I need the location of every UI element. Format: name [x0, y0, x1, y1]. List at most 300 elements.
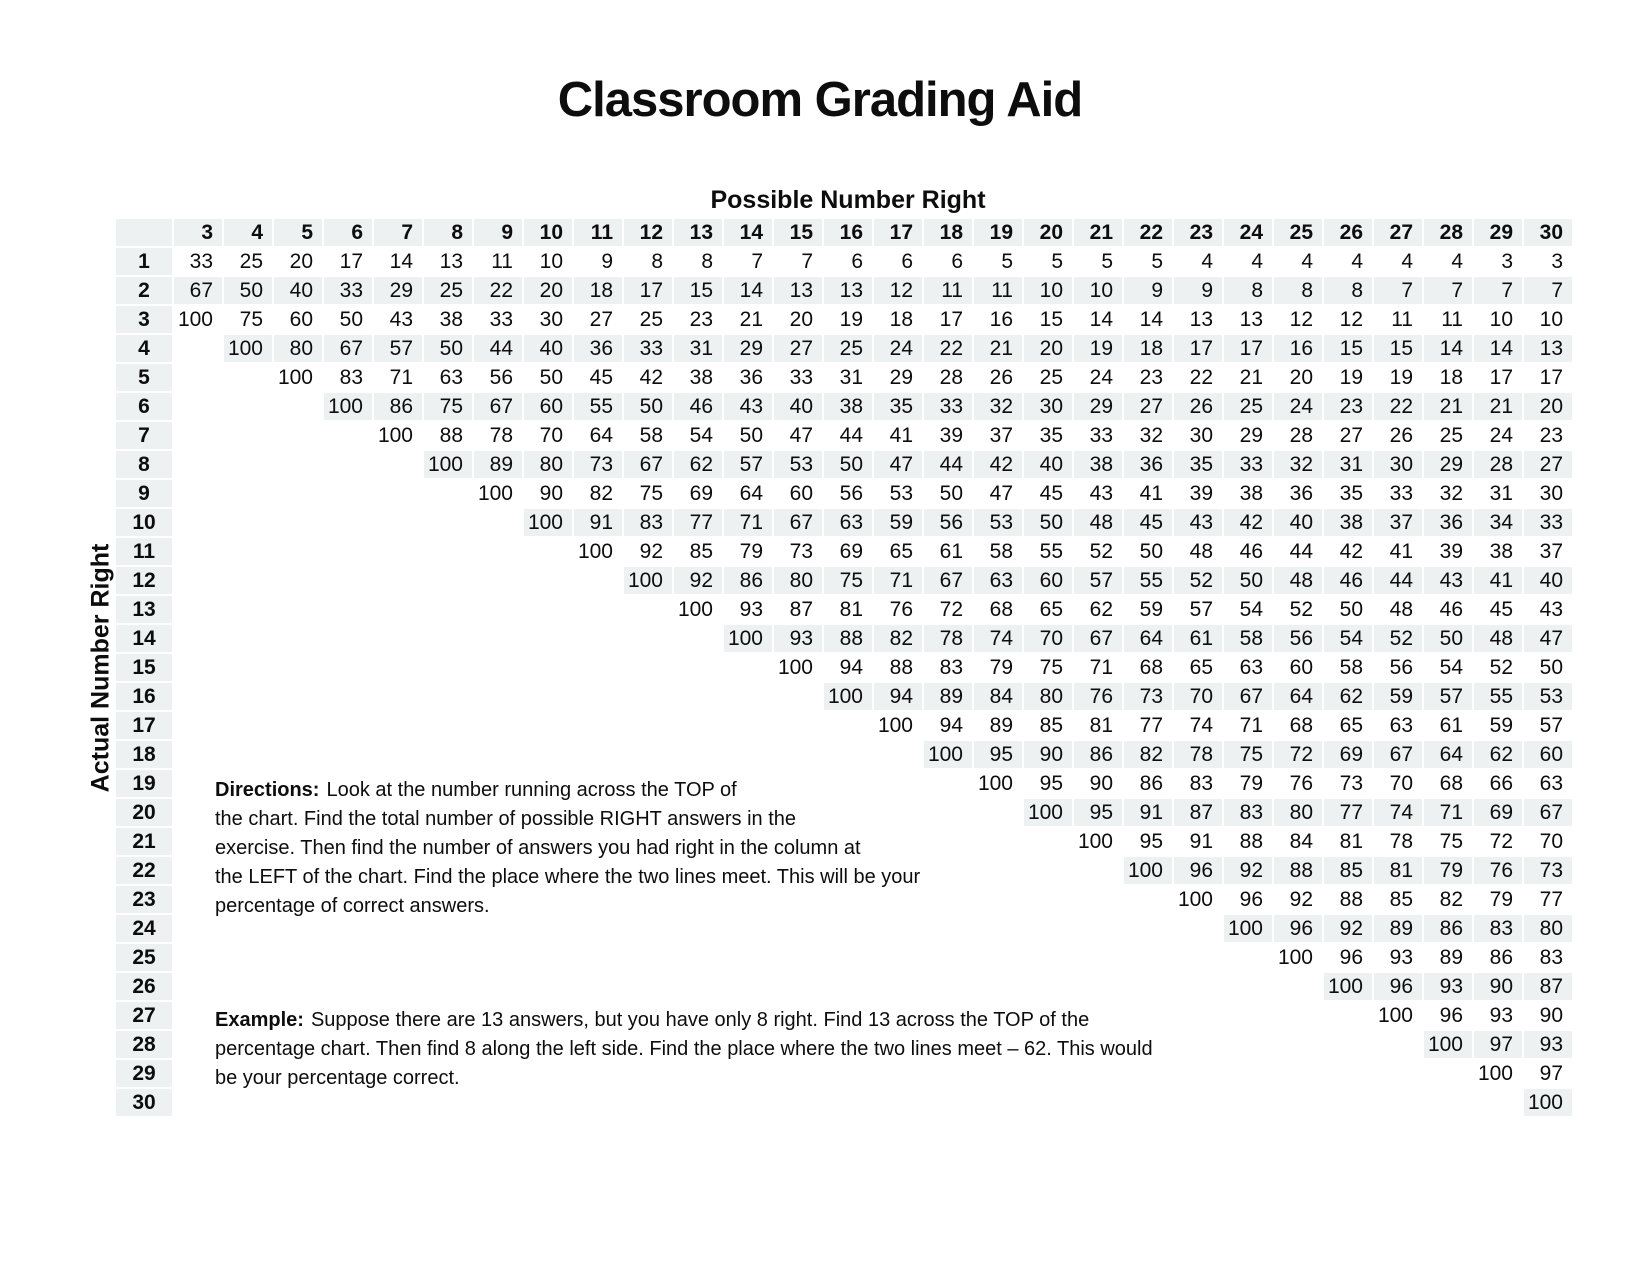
empty-cell [674, 1089, 722, 1116]
grade-cell: 71 [874, 567, 922, 594]
grade-cell: 82 [1439, 888, 1463, 911]
grade-cell: 7 [801, 250, 813, 273]
empty-cell [824, 944, 872, 971]
empty-cell [174, 1089, 222, 1116]
empty-cell [424, 944, 472, 971]
table-row [116, 654, 1572, 681]
empty-cell [224, 567, 272, 594]
empty-cell [924, 857, 972, 884]
grade-cell: 23 [689, 308, 713, 331]
grade-cell: 23 [1539, 424, 1563, 447]
grade-cell: 86 [374, 393, 422, 420]
grade-cell: 64 [739, 482, 763, 505]
table-row [116, 393, 1572, 420]
grade-cell: 53 [889, 482, 913, 505]
grade-cell: 67 [324, 335, 372, 362]
grade-cell: 21 [1424, 393, 1472, 420]
table-row [116, 712, 1572, 739]
grade-cell: 44 [1374, 567, 1422, 594]
grade-cell: 46 [1439, 598, 1463, 621]
empty-cell [1274, 1060, 1322, 1087]
grade-cell: 100 [324, 393, 372, 420]
grade-cell: 86 [1489, 946, 1513, 969]
grade-cell: 90 [1474, 973, 1522, 1000]
grade-cell: 47 [989, 482, 1013, 505]
grade-cell: 85 [689, 540, 713, 563]
empty-cell [374, 596, 422, 623]
empty-cell [524, 741, 572, 768]
grade-cell: 24 [1489, 424, 1513, 447]
grade-cell: 55 [1474, 683, 1522, 710]
grade-cell: 92 [1224, 857, 1272, 884]
grade-cell: 94 [939, 714, 963, 737]
grade-cell: 59 [1374, 683, 1422, 710]
grade-cell: 4 [1251, 250, 1263, 273]
grade-cell: 83 [1224, 799, 1272, 826]
grade-cell: 80 [1274, 799, 1322, 826]
empty-cell [424, 683, 472, 710]
grade-cell: 46 [1324, 567, 1372, 594]
table-row [116, 364, 1572, 391]
grade-cell: 100 [1424, 1031, 1472, 1058]
grade-cell: 43 [724, 393, 772, 420]
grade-cell: 6 [901, 250, 913, 273]
grade-cell: 96 [1239, 888, 1263, 911]
table-row [116, 509, 1572, 536]
empty-cell [924, 770, 972, 797]
empty-cell [424, 509, 472, 536]
grade-cell: 48 [1274, 567, 1322, 594]
grade-cell: 90 [539, 482, 563, 505]
row-header-cell: 6 [116, 393, 172, 420]
empty-cell [374, 538, 422, 565]
grade-cell: 73 [574, 451, 622, 478]
grade-cell: 62 [674, 451, 722, 478]
empty-cell [274, 741, 322, 768]
grade-cell: 50 [824, 451, 872, 478]
grade-cell: 67 [1374, 741, 1422, 768]
grade-cell: 96 [1374, 973, 1422, 1000]
grade-cell: 19 [1389, 366, 1413, 389]
grade-cell: 65 [1189, 656, 1213, 679]
grade-cell: 7 [1524, 277, 1572, 304]
table-row [116, 596, 1572, 623]
grade-cell: 88 [439, 424, 463, 447]
row-header-cell: 25 [116, 944, 172, 971]
grade-cell: 44 [1289, 540, 1313, 563]
grade-cell: 31 [1489, 482, 1513, 505]
grade-cell: 100 [1477, 1062, 1513, 1085]
empty-cell [274, 683, 322, 710]
grade-cell: 40 [1274, 509, 1322, 536]
empty-cell [774, 973, 822, 1000]
grade-cell: 33 [1389, 482, 1413, 505]
grade-cell: 100 [1177, 888, 1213, 911]
grade-cell: 32 [1274, 451, 1322, 478]
grade-cell: 18 [889, 308, 913, 331]
grade-cell: 96 [1339, 946, 1363, 969]
grade-cell: 14 [1139, 308, 1163, 331]
grade-cell: 89 [1374, 915, 1422, 942]
grade-cell: 89 [1439, 946, 1463, 969]
row-header-cell: 30 [116, 1089, 172, 1116]
empty-cell [174, 567, 222, 594]
grade-cell: 33 [1524, 509, 1572, 536]
empty-cell [324, 654, 372, 681]
grade-cell: 44 [474, 335, 522, 362]
grade-cell: 88 [1339, 888, 1363, 911]
grade-cell: 43 [1174, 509, 1222, 536]
row-header-cell: 7 [116, 422, 172, 449]
empty-cell [224, 625, 272, 652]
grade-cell: 25 [1039, 366, 1063, 389]
grade-cell: 100 [677, 598, 713, 621]
grade-cell: 11 [974, 277, 1022, 304]
empty-cell [1024, 857, 1072, 884]
row-header-cell: 5 [116, 364, 172, 391]
row-header-cell: 10 [116, 509, 172, 536]
grade-cell: 43 [1539, 598, 1563, 621]
grade-cell: 9 [601, 250, 613, 273]
grade-cell: 76 [1289, 772, 1313, 795]
grade-cell: 55 [574, 393, 622, 420]
grade-cell: 77 [1324, 799, 1372, 826]
row-header-cell: 21 [116, 828, 172, 855]
empty-cell [824, 1089, 872, 1116]
column-header-cell: 12 [624, 219, 672, 246]
grade-cell: 35 [1039, 424, 1063, 447]
empty-cell [324, 451, 372, 478]
empty-cell [324, 480, 372, 507]
grade-cell: 83 [624, 509, 672, 536]
grade-cell: 70 [1539, 830, 1563, 853]
grade-cell: 4 [1301, 250, 1313, 273]
grade-cell: 65 [1339, 714, 1363, 737]
empty-cell [924, 915, 972, 942]
directions-line: percentage of correct answers. [215, 895, 490, 917]
grade-cell: 6 [851, 250, 863, 273]
empty-cell [374, 741, 422, 768]
empty-cell [374, 480, 422, 507]
empty-cell [424, 654, 472, 681]
empty-cell [1074, 915, 1122, 942]
grade-cell: 13 [439, 250, 463, 273]
grade-cell: 17 [1224, 335, 1272, 362]
grade-cell: 52 [1174, 567, 1222, 594]
grade-cell: 75 [1224, 741, 1272, 768]
grade-cell: 5 [1001, 250, 1013, 273]
empty-cell [374, 567, 422, 594]
empty-cell [374, 712, 422, 739]
grade-cell: 59 [1489, 714, 1513, 737]
empty-cell [174, 451, 222, 478]
grade-cell: 88 [824, 625, 872, 652]
grade-cell: 69 [1474, 799, 1522, 826]
empty-cell [574, 683, 622, 710]
column-header-cell: 14 [724, 219, 772, 246]
grade-cell: 20 [289, 250, 313, 273]
grade-cell: 30 [1024, 393, 1072, 420]
grade-cell: 70 [1024, 625, 1072, 652]
grade-cell: 67 [174, 277, 222, 304]
table-row [116, 480, 1572, 507]
empty-cell [224, 654, 272, 681]
grade-cell: 71 [1239, 714, 1263, 737]
grade-cell: 5 [1101, 250, 1113, 273]
grade-cell: 87 [1174, 799, 1222, 826]
column-header-cell: 10 [524, 219, 572, 246]
grade-cell: 82 [874, 625, 922, 652]
empty-cell [1374, 1031, 1422, 1058]
empty-cell [624, 712, 672, 739]
grade-cell: 92 [1324, 915, 1372, 942]
empty-cell [274, 509, 322, 536]
table-row [116, 248, 1572, 275]
grade-cell: 3 [1501, 250, 1513, 273]
column-header-cell: 5 [274, 219, 322, 246]
directions-line: the chart. Find the total number of possible RIGHT answers in the [215, 808, 797, 830]
grade-cell: 11 [924, 277, 972, 304]
grade-cell: 63 [1539, 772, 1563, 795]
empty-cell [474, 538, 522, 565]
empty-cell [974, 857, 1022, 884]
grade-cell: 79 [739, 540, 763, 563]
grade-cell: 100 [877, 714, 913, 737]
empty-cell [424, 741, 472, 768]
column-header-cell: 16 [824, 219, 872, 246]
grade-cell: 29 [1074, 393, 1122, 420]
column-header-cell: 23 [1174, 219, 1222, 246]
grade-cell: 7 [1474, 277, 1522, 304]
grade-cell: 73 [1124, 683, 1172, 710]
grade-cell: 89 [989, 714, 1013, 737]
grade-cell: 38 [1324, 509, 1372, 536]
empty-cell [474, 596, 522, 623]
grade-cell: 100 [1377, 1004, 1413, 1027]
empty-cell [474, 944, 522, 971]
grade-cell: 77 [1139, 714, 1163, 737]
table-row [116, 538, 1572, 565]
empty-cell [274, 451, 322, 478]
grade-cell: 22 [1374, 393, 1422, 420]
grade-cell: 87 [1524, 973, 1572, 1000]
grade-cell: 14 [1474, 335, 1522, 362]
empty-cell [624, 1089, 672, 1116]
grade-cell: 100 [477, 482, 513, 505]
grade-cell: 88 [1239, 830, 1263, 853]
empty-cell [224, 364, 272, 391]
empty-cell [174, 683, 222, 710]
grade-cell: 94 [874, 683, 922, 710]
empty-cell [374, 944, 422, 971]
grade-cell: 28 [1289, 424, 1313, 447]
example-line: be your percentage correct. [215, 1067, 460, 1089]
grade-cell: 44 [839, 424, 863, 447]
page-title: Classroom Grading Aid [557, 73, 1083, 127]
grade-cell: 5 [1051, 250, 1063, 273]
empty-cell [1174, 944, 1222, 971]
grade-cell: 38 [1239, 482, 1263, 505]
grade-cell: 33 [624, 335, 672, 362]
column-header-cell: 3 [174, 219, 222, 246]
grade-cell: 9 [1174, 277, 1222, 304]
grade-cell: 68 [1439, 772, 1463, 795]
empty-cell [874, 741, 922, 768]
grade-cell: 93 [1489, 1004, 1513, 1027]
grade-cell: 9 [1124, 277, 1172, 304]
grade-cell: 95 [1039, 772, 1063, 795]
empty-cell [1174, 1002, 1222, 1029]
empty-cell [424, 712, 472, 739]
column-header-cell: 30 [1524, 219, 1572, 246]
empty-cell [1424, 1060, 1472, 1087]
grade-cell: 24 [1089, 366, 1113, 389]
grade-cell: 57 [1189, 598, 1213, 621]
column-axis-title: Possible Number Right [710, 186, 986, 214]
grade-cell: 13 [774, 277, 822, 304]
empty-cell [274, 1089, 322, 1116]
empty-cell [1174, 1031, 1222, 1058]
grade-cell: 58 [1339, 656, 1363, 679]
empty-cell [1174, 1060, 1222, 1087]
empty-cell [724, 973, 772, 1000]
empty-cell [374, 509, 422, 536]
row-header-cell: 4 [116, 335, 172, 362]
empty-cell [974, 828, 1022, 855]
grade-cell: 57 [1074, 567, 1122, 594]
empty-cell [1374, 1089, 1422, 1116]
grade-cell: 3 [1551, 250, 1563, 273]
empty-cell [924, 973, 972, 1000]
grade-cell: 25 [1224, 393, 1272, 420]
empty-cell [1074, 886, 1122, 913]
grade-cell: 8 [651, 250, 663, 273]
grade-cell: 84 [1289, 830, 1313, 853]
empty-cell [674, 654, 722, 681]
empty-cell [1274, 1089, 1322, 1116]
empty-cell [424, 567, 472, 594]
grade-cell: 18 [1124, 335, 1172, 362]
directions-line-text: Look at the number running across the TOP of [326, 779, 737, 801]
table-row [116, 741, 1572, 768]
empty-cell [1174, 973, 1222, 1000]
grade-cell: 81 [839, 598, 863, 621]
grade-cell: 36 [574, 335, 622, 362]
grade-cell: 14 [724, 277, 772, 304]
table-row [116, 277, 1572, 304]
grade-cell: 36 [739, 366, 763, 389]
grade-cell: 17 [339, 250, 363, 273]
empty-cell [1024, 1089, 1072, 1116]
row-header-cell: 11 [116, 538, 172, 565]
grade-cell: 45 [1124, 509, 1172, 536]
empty-cell [1424, 1089, 1472, 1116]
grade-cell: 61 [1439, 714, 1463, 737]
grade-cell: 26 [1389, 424, 1413, 447]
empty-cell [224, 422, 272, 449]
grade-cell: 60 [289, 308, 313, 331]
empty-cell [1224, 1031, 1272, 1058]
grade-cell: 71 [1424, 799, 1472, 826]
grade-cell: 57 [1424, 683, 1472, 710]
grade-cell: 35 [1174, 451, 1222, 478]
grade-cell: 67 [774, 509, 822, 536]
grade-cell: 22 [924, 335, 972, 362]
empty-cell [924, 886, 972, 913]
grade-cell: 50 [1139, 540, 1163, 563]
grade-cell: 42 [1224, 509, 1272, 536]
empty-cell [274, 712, 322, 739]
grade-cell: 78 [1389, 830, 1413, 853]
empty-cell [474, 683, 522, 710]
row-header-cell: 3 [116, 306, 172, 333]
row-axis-title: Actual Number Right [86, 543, 115, 793]
grade-cell: 22 [474, 277, 522, 304]
grade-cell: 26 [1174, 393, 1222, 420]
empty-cell [274, 567, 322, 594]
grade-cell: 56 [839, 482, 863, 505]
column-header-cell: 20 [1024, 219, 1072, 246]
empty-cell [274, 393, 322, 420]
empty-cell [1124, 886, 1172, 913]
grade-cell: 45 [1039, 482, 1063, 505]
empty-cell [224, 393, 272, 420]
empty-cell [674, 973, 722, 1000]
empty-cell [274, 422, 322, 449]
grade-cell: 100 [377, 424, 413, 447]
grade-cell: 25 [424, 277, 472, 304]
grade-cell: 71 [724, 509, 772, 536]
grade-cell: 72 [1489, 830, 1513, 853]
grade-cell: 71 [389, 366, 413, 389]
empty-cell [224, 741, 272, 768]
empty-cell [524, 1089, 572, 1116]
empty-cell [1474, 1089, 1522, 1116]
grade-cell: 43 [1089, 482, 1113, 505]
grade-cell: 83 [1189, 772, 1213, 795]
grade-cell: 4 [1401, 250, 1413, 273]
grade-cell: 14 [389, 250, 413, 273]
empty-cell [274, 944, 322, 971]
empty-cell [574, 712, 622, 739]
grade-cell: 57 [1539, 714, 1563, 737]
table-row [116, 306, 1572, 333]
grade-cell: 38 [824, 393, 872, 420]
empty-cell [524, 567, 572, 594]
grade-cell: 20 [1024, 335, 1072, 362]
grade-cell: 50 [624, 393, 672, 420]
column-header-cell: 9 [474, 219, 522, 246]
empty-cell [1124, 915, 1172, 942]
grade-cell: 100 [977, 772, 1013, 795]
empty-cell [774, 712, 822, 739]
grade-cell: 33 [489, 308, 513, 331]
grade-cell: 48 [1389, 598, 1413, 621]
grade-cell: 70 [1389, 772, 1413, 795]
grade-cell: 54 [1324, 625, 1372, 652]
grade-cell: 82 [1124, 741, 1172, 768]
grade-cell: 94 [839, 656, 863, 679]
table-row [116, 944, 1572, 971]
empty-cell [474, 654, 522, 681]
grade-cell: 50 [539, 366, 563, 389]
empty-cell [674, 712, 722, 739]
empty-cell [774, 944, 822, 971]
grade-cell: 41 [889, 424, 913, 447]
grade-cell: 7 [1424, 277, 1472, 304]
empty-cell [724, 1089, 772, 1116]
grade-cell: 56 [1274, 625, 1322, 652]
